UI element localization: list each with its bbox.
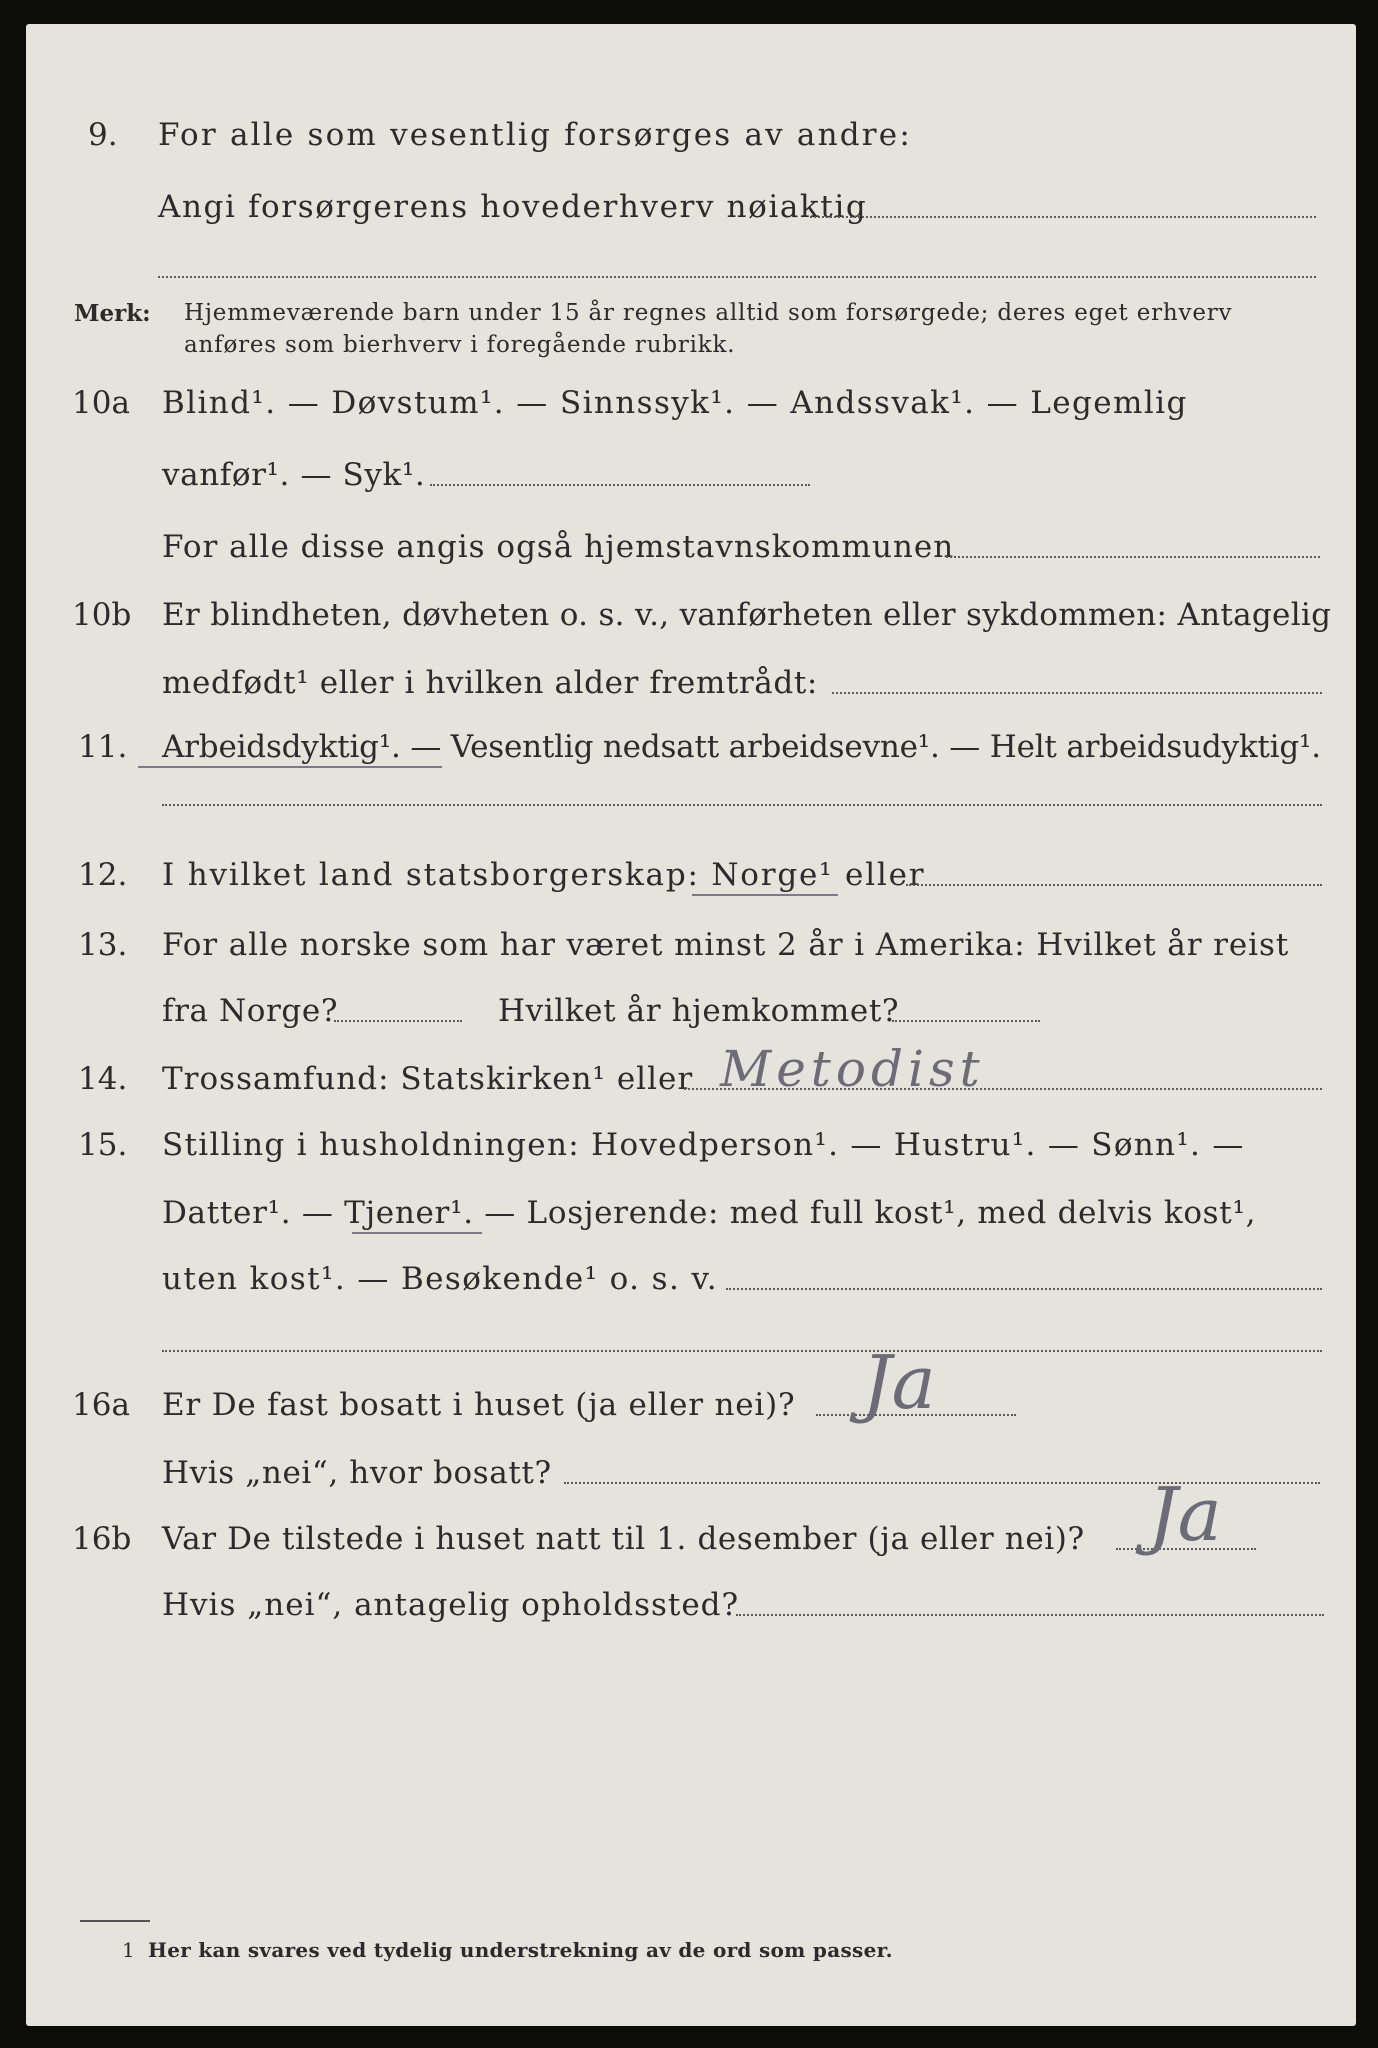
- q10a-line3: For alle disse angis også hjemstavnskommunen: [162, 529, 955, 565]
- q13-line2a: fra Norge?: [162, 993, 339, 1029]
- q16a-number: 16a: [72, 1387, 130, 1423]
- q10a-answer-line: [430, 484, 810, 486]
- q12-answer-line: [906, 884, 1322, 886]
- q10a-line2: vanfør¹. — Syk¹.: [162, 457, 426, 493]
- footnote-text: Her kan svares ved tydelig understrekning av de ord som passer.: [148, 1938, 893, 1962]
- q10b-number: 10b: [72, 597, 132, 633]
- q10a-kommune-line: [946, 556, 1320, 558]
- q12-line1: I hvilket land statsborgerskap: Norge¹ eller: [162, 857, 926, 893]
- q16a-handwritten-answer: Ja: [862, 1340, 936, 1426]
- q11-extra-line: [162, 804, 1322, 806]
- q15-line1: Stilling i husholdningen: Hovedperson¹. — Hustru¹. — Sønn¹. —: [162, 1127, 1245, 1163]
- q10b-line1: Er blindheten, døvheten o. s. v., vanførheten eller sykdommen: Antagelig: [162, 597, 1332, 633]
- q10a-number: 10a: [72, 385, 130, 421]
- q16b-opholdssted-line: [736, 1614, 1324, 1616]
- q13-reist-line: [334, 1020, 462, 1022]
- q10a-line1: Blind¹. — Døvstum¹. — Sinnssyk¹. — Andssvak¹. — Legemlig: [162, 385, 1188, 421]
- q13-number: 13.: [78, 927, 128, 963]
- q9-number: 9.: [88, 117, 118, 153]
- footnote-mark: 1: [122, 1938, 136, 1962]
- q15-extra-line: [162, 1350, 1322, 1352]
- q9-extra-line: [158, 276, 1316, 278]
- footnote-divider: [80, 1920, 150, 1922]
- q9-line1: For alle som vesentlig forsørges av andre:: [158, 117, 912, 153]
- q12-number: 12.: [78, 857, 128, 893]
- q16b-line1: Var De tilstede i huset natt til 1. desember (ja eller nei)?: [162, 1521, 1085, 1557]
- merk-line2: anføres som bierhverv i foregående rubrikk.: [184, 332, 736, 358]
- q15-line2: Datter¹. — Tjener¹. — Losjerende: med full kost¹, med delvis kost¹,: [162, 1195, 1257, 1231]
- q9-line2: Angi forsørgerens hovederhverv nøiaktig: [158, 189, 868, 225]
- q14-number: 14.: [78, 1061, 128, 1097]
- merk-line1: Hjemmeværende barn under 15 år regnes alltid som forsørgede; deres eget erhverv: [184, 300, 1233, 326]
- q16b-line2: Hvis „nei“, antagelig opholdssted?: [162, 1587, 740, 1623]
- q12-underline-mark: [692, 894, 838, 896]
- q16b-number: 16b: [72, 1521, 132, 1557]
- q16a-line2: Hvis „nei“, hvor bosatt?: [162, 1455, 552, 1491]
- q11-underline-mark: [138, 766, 442, 768]
- q13-line1: For alle norske som har været minst 2 år i Amerika: Hvilket år reist: [162, 927, 1290, 963]
- q16a-line1: Er De fast bosatt i huset (ja eller nei)?: [162, 1387, 796, 1423]
- q11-line1: Arbeidsdyktig¹. — Vesentlig nedsatt arbeidsevne¹. — Helt arbeidsudyktig¹.: [162, 729, 1321, 765]
- q9-answer-line: [810, 216, 1316, 218]
- merk-label: Merk:: [74, 300, 151, 327]
- q15-underline-mark: [352, 1232, 482, 1234]
- q13-line2b: Hvilket år hjemkommet?: [498, 993, 900, 1029]
- q10b-line2: medfødt¹ eller i hvilken alder fremtrådt:: [162, 665, 818, 701]
- q15-line3: uten kost¹. — Besøkende¹ o. s. v.: [162, 1261, 718, 1297]
- q16b-handwritten-answer: Ja: [1148, 1472, 1222, 1558]
- census-form-page: [26, 24, 1356, 2026]
- q13-hjemkommet-line: [892, 1020, 1040, 1022]
- q10b-answer-line: [832, 692, 1322, 694]
- q15-number: 15.: [78, 1127, 128, 1163]
- q14-line1: Trossamfund: Statskirken¹ eller: [162, 1061, 694, 1097]
- q15-answer-line: [726, 1288, 1322, 1290]
- q11-number: 11.: [78, 729, 128, 765]
- q14-handwritten-answer: Metodist: [720, 1040, 985, 1098]
